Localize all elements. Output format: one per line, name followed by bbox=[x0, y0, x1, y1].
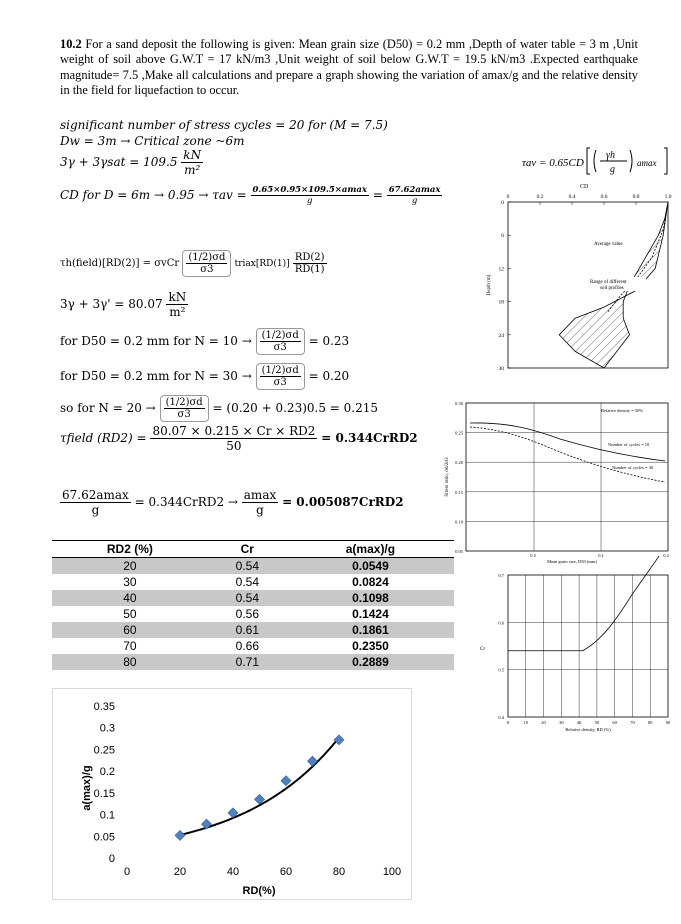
cd-x-tick: 0.8 bbox=[632, 194, 640, 200]
stress-y-tick: 0.15 bbox=[455, 489, 463, 495]
tau-field-formula bbox=[60, 250, 327, 277]
y-tick-label: 0.15 bbox=[93, 787, 115, 800]
problem-number: 10.2 bbox=[60, 37, 82, 51]
table-header-amax: a(max)/g bbox=[287, 541, 454, 558]
x-tick-label: 0 bbox=[123, 866, 131, 878]
cd-range-label-1: Range of different bbox=[590, 280, 627, 285]
work-line-10-num: 80.07 × 0.215 × Cr × RD2 bbox=[152, 424, 316, 438]
work-line-11-den: g bbox=[91, 503, 100, 517]
work-line-6-num: kN bbox=[168, 290, 187, 304]
table-cell: 0.54 bbox=[208, 590, 287, 606]
stress-y-tick: 0.25 bbox=[455, 430, 463, 436]
y-tick-label: 0 bbox=[108, 853, 115, 865]
work-line-9-right: = (0.20 + 0.23)0.5 = 0.215 bbox=[212, 401, 379, 415]
stress-axis-label: Stress ratio, σd/2σ3 bbox=[445, 457, 450, 497]
depth-tick: 0 bbox=[501, 200, 504, 206]
cr-curve bbox=[508, 556, 659, 651]
table-cell: 0.1424 bbox=[352, 607, 389, 621]
x-tick-label: 80 bbox=[332, 866, 346, 878]
stress-x-label: Mean grain size, D50 (mm) bbox=[547, 559, 597, 564]
work-line-1: significant number of stress cycles = 20 for (M = 7.5) bbox=[60, 118, 388, 132]
tau-field-ratio-num: RD(2) bbox=[294, 252, 325, 263]
table-cell: 0.2350 bbox=[352, 639, 389, 653]
table-cell: 40 bbox=[52, 590, 208, 606]
stress-x-tick: 0.2 bbox=[663, 553, 669, 558]
work-line-6-den: m² bbox=[169, 305, 186, 319]
x-tick-label: 60 bbox=[279, 866, 293, 878]
tau-field-box-num: (1/2)σd bbox=[188, 252, 226, 263]
y-tick-label: 0.2 bbox=[99, 766, 115, 779]
cr-axis-label: Cr bbox=[480, 647, 485, 652]
table-cell: 0.61 bbox=[208, 622, 287, 638]
data-point bbox=[308, 756, 318, 766]
table-cell: 0.56 bbox=[235, 607, 259, 621]
stress-y-tick: 0.30 bbox=[455, 401, 463, 406]
x-tick-label: 40 bbox=[226, 866, 240, 878]
table-row bbox=[52, 622, 454, 638]
table-header-row bbox=[52, 541, 454, 558]
stress-x-tick: 0.5 bbox=[530, 553, 536, 558]
table-cell: 0.54 bbox=[235, 575, 259, 589]
stress-rd-label: Relative density = 50% bbox=[601, 408, 644, 413]
work-line-6-left: 3γ + 3γ' = 80.07 bbox=[60, 297, 163, 311]
stress-n30-label: Number of cycles = 30 bbox=[612, 465, 654, 470]
work-line-4 bbox=[60, 185, 442, 206]
table-row bbox=[52, 606, 454, 622]
work-line-3 bbox=[60, 148, 203, 177]
work-line-3-num: kN bbox=[183, 148, 202, 162]
work-line-7-left: for D50 = 0.2 mm for N = 10 → bbox=[60, 334, 252, 348]
chart-trendline bbox=[180, 738, 339, 836]
y-tick-label: 0.05 bbox=[93, 831, 115, 844]
cr-y-tick: 0.7 bbox=[498, 573, 504, 578]
table-cell: 30 bbox=[123, 575, 137, 589]
stress-plot-frame bbox=[466, 403, 668, 551]
cr-x-tick: 90 bbox=[665, 720, 671, 725]
work-line-11-right: = 0.005087CrRD2 bbox=[282, 495, 404, 509]
work-line-10-den: 50 bbox=[226, 439, 242, 453]
tau-field-box-den: σ3 bbox=[200, 264, 214, 275]
stress-y-tick: 0.10 bbox=[455, 519, 463, 525]
tau-field-lhs: τh(field)[RD(2)] = σvCr bbox=[60, 258, 180, 269]
work-line-8-right: = 0.20 bbox=[308, 369, 350, 383]
depth-tick: 24 bbox=[498, 332, 504, 339]
x-tick-label: 100 bbox=[382, 866, 402, 878]
cr-x-tick: 70 bbox=[630, 720, 635, 725]
work-line-4-left: CD for D = 6m → 0.95 → τav = bbox=[60, 188, 247, 202]
work-line-3-den: m² bbox=[184, 163, 201, 177]
work-line-4-eq: = bbox=[372, 188, 383, 202]
stress-y-tick: 0.05 bbox=[455, 549, 463, 554]
work-line-10-right: = 0.344CrRD2 bbox=[321, 431, 418, 445]
work-line-6 bbox=[60, 290, 188, 319]
stress-curve-n30 bbox=[470, 427, 665, 482]
cd-x-tick: 0.6 bbox=[600, 194, 608, 200]
chart-y-label: a(max)/g bbox=[81, 765, 93, 811]
cd-x-tick: 0.4 bbox=[568, 194, 576, 200]
tau-av-frac-num: γh bbox=[606, 150, 615, 161]
depth-tick: 12 bbox=[498, 266, 504, 273]
work-line-7: for D50 = 0.2 mm for N = 10 → $\frac{(1/2)\sigma d}{\sigma 3}$ = 0.23 bbox=[60, 330, 350, 353]
problem-text: For a sand deposit the following is given: Mean grain size (D50) = 0.2 mm ,Depth of water table = 3 m ,Unit weight of soil above G.W.T = 17 kN/m3 ,Unit weight of soil below G.W.T = 19.5 kN/m3 .Expected earthquake magnitude= 7.5 ,Make all calculations and prepare a graph showing the variation of amax/g and the relative density in the field for liquefaction to occur. bbox=[60, 37, 638, 98]
work-line-9: so for N = 20 → $\frac{(1/2)\sigma d}{\sigma 3}$ = (0.20 + 0.23)0.5 = 0.215 bbox=[60, 397, 379, 420]
work-line-11-num2: amax bbox=[243, 488, 277, 502]
amax-vs-rd-chart bbox=[52, 688, 412, 900]
data-point bbox=[281, 776, 291, 786]
table-cell: 20 bbox=[52, 558, 208, 575]
cr-y-tick: 0.4 bbox=[498, 715, 504, 720]
stress-n10-label: Number of cycles = 10 bbox=[608, 442, 650, 447]
depth-tick: 30 bbox=[498, 366, 504, 372]
y-tick-label: 0.3 bbox=[99, 722, 115, 735]
table-cell: 0.2889 bbox=[287, 654, 454, 670]
chart-x-label: RD(%) bbox=[242, 885, 276, 897]
depth-axis-label: Depth (m) bbox=[487, 274, 492, 296]
depth-tick: 18 bbox=[498, 299, 504, 306]
table-row bbox=[52, 638, 454, 654]
tau-field-sub: triax[RD(1)] bbox=[234, 259, 290, 269]
y-tick-label: 0.1 bbox=[99, 809, 115, 822]
cr-x-tick: 0 bbox=[506, 720, 510, 725]
cd-x-tick: 1.0 bbox=[664, 194, 672, 200]
table-cell: 0.1098 bbox=[287, 590, 454, 606]
work-line-10 bbox=[60, 424, 418, 453]
cd-axis-label: CD bbox=[580, 184, 589, 190]
y-tick-label: 0.25 bbox=[93, 744, 115, 757]
work-line-11-den2: g bbox=[256, 503, 264, 517]
work-line-8: for D50 = 0.2 mm for N = 30 → $\frac{(1/2)\sigma d}{\sigma 3}$ = 0.20 bbox=[60, 365, 350, 388]
cr-x-tick: 50 bbox=[594, 720, 600, 725]
rd-table bbox=[52, 540, 454, 670]
table-header-rd2: RD2 (%) bbox=[52, 541, 208, 558]
cd-average-label: Average value bbox=[594, 242, 623, 247]
depth-tick: 6 bbox=[501, 233, 504, 240]
work-line-9-left: so for N = 20 → bbox=[60, 401, 156, 415]
cr-x-tick: 20 bbox=[541, 720, 546, 725]
table-cell: 80 bbox=[52, 654, 208, 670]
cd-range-label-2: soil profiles bbox=[600, 286, 624, 291]
work-line-7-right: = 0.23 bbox=[308, 334, 350, 348]
table-cell: 50 bbox=[123, 607, 137, 621]
work-line-11-num: 67.62amax bbox=[62, 488, 129, 502]
table-cell: 0.0824 bbox=[352, 575, 389, 589]
work-line-4-den: g bbox=[307, 196, 313, 206]
cr-x-tick: 60 bbox=[612, 720, 617, 725]
table-row bbox=[52, 654, 454, 670]
stress-x-tick: 0.1 bbox=[598, 553, 604, 558]
y-tick-label: 0.35 bbox=[93, 701, 115, 713]
table-header-cr: Cr bbox=[208, 541, 287, 558]
cr-x-tick: 10 bbox=[523, 720, 529, 725]
stress-y-tick: 0.20 bbox=[455, 460, 463, 466]
cr-x-tick: 40 bbox=[576, 720, 582, 725]
table-cell: 0.71 bbox=[208, 654, 287, 670]
work-line-4-num2: 67.62amax bbox=[388, 185, 441, 195]
table-cell: 0.1861 bbox=[287, 622, 454, 638]
data-point bbox=[202, 819, 212, 829]
work-line-8-left: for D50 = 0.2 mm for N = 30 → bbox=[60, 369, 252, 383]
table-cell: 0.54 bbox=[208, 558, 287, 575]
cd-x-tick: 0.2 bbox=[536, 194, 544, 200]
table-row bbox=[52, 574, 454, 590]
table-cell: 0.66 bbox=[235, 639, 259, 653]
problem-statement bbox=[60, 37, 638, 99]
table-cell: 70 bbox=[123, 639, 137, 653]
work-line-10-left: τfield (RD2) = bbox=[60, 431, 147, 445]
x-tick-label: 20 bbox=[173, 866, 187, 878]
table-cell: 60 bbox=[52, 622, 208, 638]
tau-av-frac-den: g bbox=[610, 164, 615, 175]
data-point bbox=[175, 830, 185, 840]
table-row bbox=[52, 590, 454, 606]
cr-y-tick: 0.5 bbox=[498, 667, 504, 673]
work-line-11 bbox=[60, 488, 404, 517]
work-line-4-num: 0.65×0.95×109.5×amax bbox=[252, 185, 367, 195]
cr-x-tick: 30 bbox=[559, 720, 564, 725]
work-line-2: Dw = 3m → Critical zone ~6m bbox=[60, 134, 245, 148]
table-cell: 0.0549 bbox=[287, 558, 454, 575]
reference-figures bbox=[440, 130, 680, 740]
table-row bbox=[52, 558, 454, 575]
cr-y-tick: 0.6 bbox=[498, 620, 504, 626]
work-line-4-den2: g bbox=[411, 196, 418, 206]
cr-plot-frame bbox=[508, 575, 668, 717]
tau-field-ratio-den: RD(1) bbox=[294, 264, 325, 275]
work-line-3-left: 3γ + 3γsat = 109.5 bbox=[60, 155, 178, 169]
cr-x-label: Relative density, RD (%) bbox=[565, 727, 611, 732]
cd-x-tick: 0 bbox=[506, 194, 510, 200]
tau-av-formula: τav = 0.65CD bbox=[522, 157, 584, 169]
cd-average-line bbox=[607, 202, 668, 313]
work-line-11-mid: = 0.344CrRD2 → bbox=[134, 495, 238, 509]
tau-av-amax: amax bbox=[637, 158, 657, 168]
cr-x-tick: 80 bbox=[647, 720, 653, 725]
